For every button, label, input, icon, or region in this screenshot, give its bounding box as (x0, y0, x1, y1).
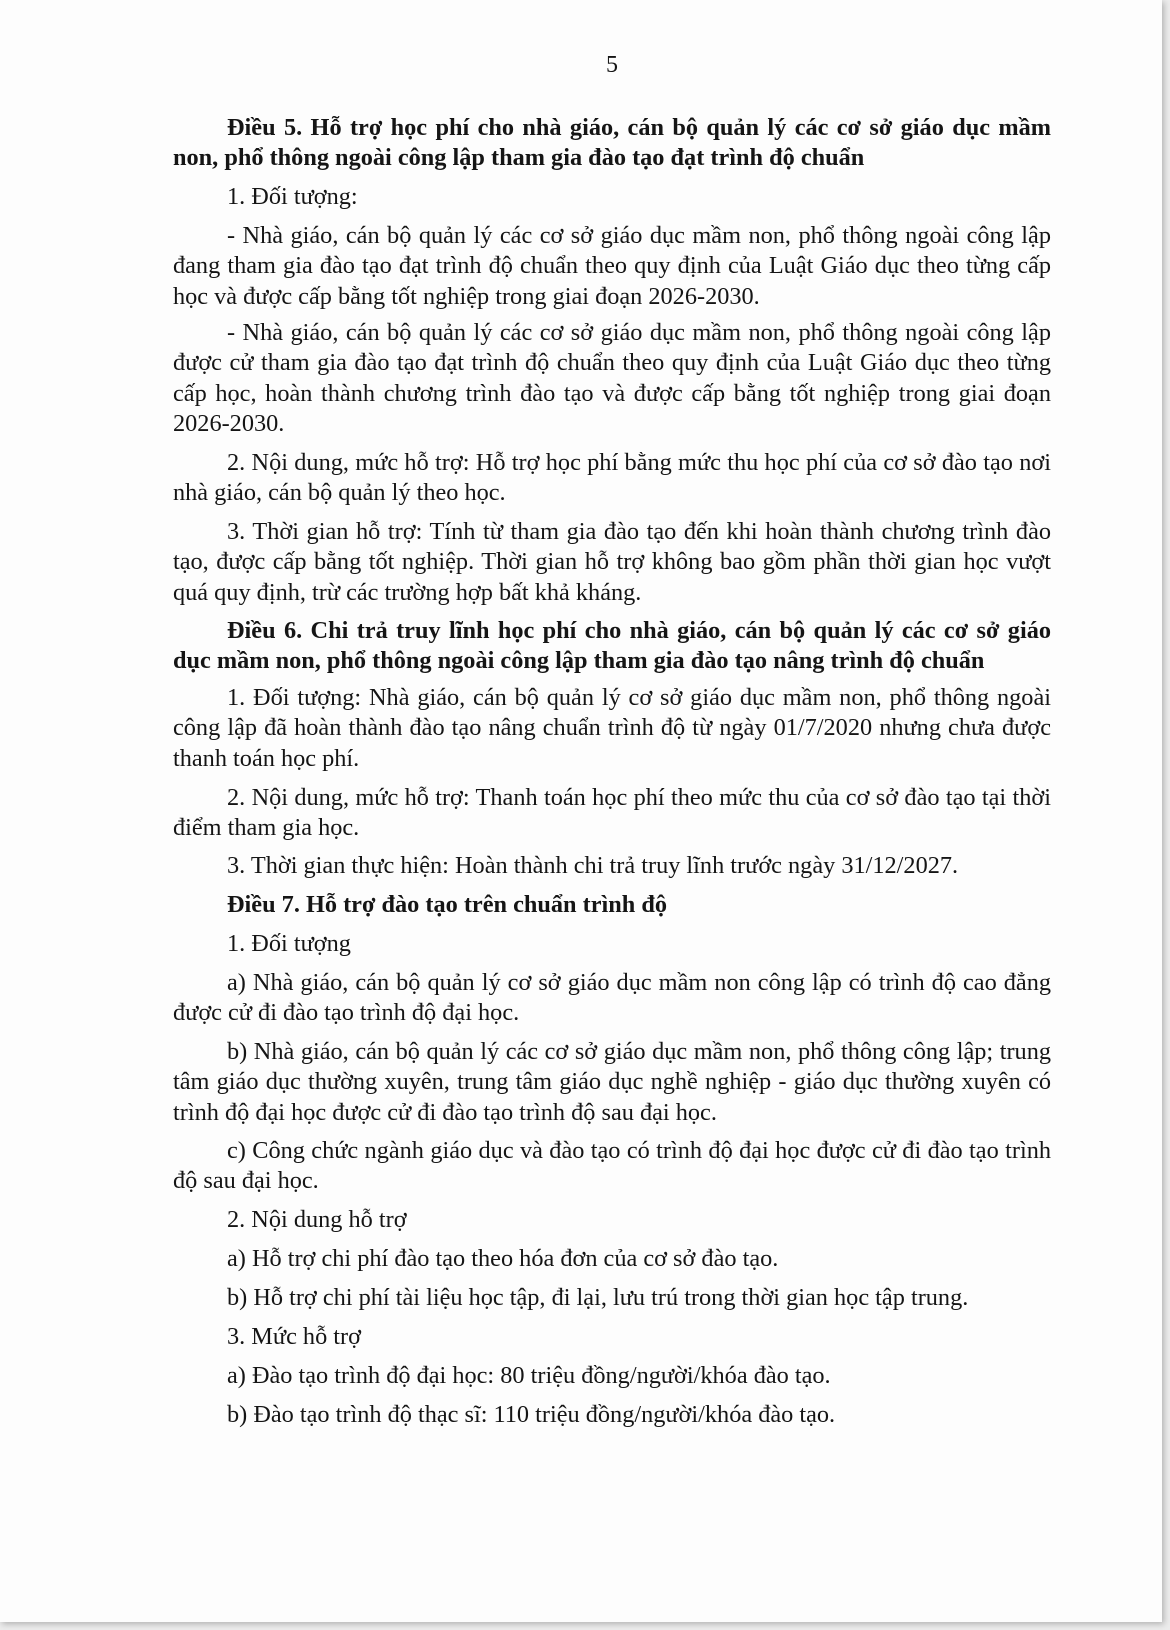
page-number: 5 (606, 52, 618, 78)
article-5-content: 2. Nội dung, mức hỗ trợ: Hỗ trợ học phí bằng mức thu học phí của cơ sở đào tạo nơi nhà giáo, cán bộ quản lý theo học. (173, 449, 1051, 507)
article-7-level-a: a) Đào tạo trình độ đại học: 80 triệu đồng/người/khóa đào tạo. (227, 1362, 831, 1389)
article-5-subject-1: - Nhà giáo, cán bộ quản lý các cơ sở giáo dục mầm non, phổ thông ngoài công lập đang tham gia đào tạo đạt trình độ chuẩn theo quy định của Luật Giáo dục theo từng cấp học và được cấp bằng tốt nghiệp trong giai đoạn 2026-2030. (173, 222, 1051, 310)
article-6-content: 2. Nội dung, mức hỗ trợ: Thanh toán học phí theo mức thu của cơ sở đào tạo tại thời điểm tham gia học. (173, 784, 1051, 842)
article-7-subject-c: c) Công chức ngành giáo dục và đào tạo có trình độ đại học được cử đi đào tạo trình độ sau đại học. (173, 1137, 1051, 1195)
article-7-level-label: 3. Mức hỗ trợ (227, 1323, 361, 1350)
article-5-duration: 3. Thời gian hỗ trợ: Tính từ tham gia đào tạo đến khi hoàn thành chương trình đào tạo, được cấp bằng tốt nghiệp. Thời gian hỗ trợ không bao gồm phần thời gian học vượt quá quy định, trừ các trường hợp bất khả kháng. (173, 518, 1051, 606)
article-5-subject-label: 1. Đối tượng: (227, 183, 358, 210)
article-6-duration: 3. Thời gian thực hiện: Hoàn thành chi trả truy lĩnh trước ngày 31/12/2027. (227, 852, 959, 879)
article-7-subject-a: a) Nhà giáo, cán bộ quản lý cơ sở giáo dục mầm non công lập có trình độ cao đẳng được cử đi đào tạo trình độ đại học. (173, 969, 1051, 1027)
article-7-content-b: b) Hỗ trợ chi phí tài liệu học tập, đi lại, lưu trú trong thời gian học tập trung. (227, 1284, 969, 1311)
article-7-content-a: a) Hỗ trợ chi phí đào tạo theo hóa đơn của cơ sở đào tạo. (227, 1245, 779, 1272)
article-5-heading: Điều 5. Hỗ trợ học phí cho nhà giáo, cán bộ quản lý các cơ sở giáo dục mầm non, phổ thông ngoài công lập tham gia đào tạo đạt trình độ chuẩn (173, 114, 1051, 172)
article-6-subject: 1. Đối tượng: Nhà giáo, cán bộ quản lý cơ sở giáo dục mầm non, phổ thông ngoài công lập đã hoàn thành đào tạo nâng chuẩn trình độ từ ngày 01/7/2020 nhưng chưa được thanh toán học phí. (173, 684, 1051, 772)
article-5-subject-2: - Nhà giáo, cán bộ quản lý các cơ sở giáo dục mầm non, phổ thông ngoài công lập được cử tham gia đào tạo đạt trình độ chuẩn theo quy định của Luật Giáo dục theo từng cấp học, hoàn thành chương trình đào tạo và được cấp bằng tốt nghiệp trong giai đoạn 2026-2030. (173, 319, 1051, 437)
article-6-heading: Điều 6. Chi trả truy lĩnh học phí cho nhà giáo, cán bộ quản lý các cơ sở giáo dục mầm non, phổ thông ngoài công lập tham gia đào tạo nâng trình độ chuẩn (173, 617, 1051, 675)
article-7-subject-b: b) Nhà giáo, cán bộ quản lý các cơ sở giáo dục mầm non, phổ thông công lập; trung tâm giáo dục thường xuyên, trung tâm giáo dục nghề nghiệp - giáo dục thường xuyên có trình độ đại học được cử đi đào tạo trình độ sau đại học. (173, 1038, 1051, 1126)
article-7-level-b: b) Đào tạo trình độ thạc sĩ: 110 triệu đồng/người/khóa đào tạo. (227, 1401, 836, 1428)
article-7-heading: Điều 7. Hỗ trợ đào tạo trên chuẩn trình độ (227, 891, 668, 918)
article-7-content-label: 2. Nội dung hỗ trợ (227, 1206, 407, 1233)
article-7-subject-label: 1. Đối tượng (227, 930, 351, 957)
